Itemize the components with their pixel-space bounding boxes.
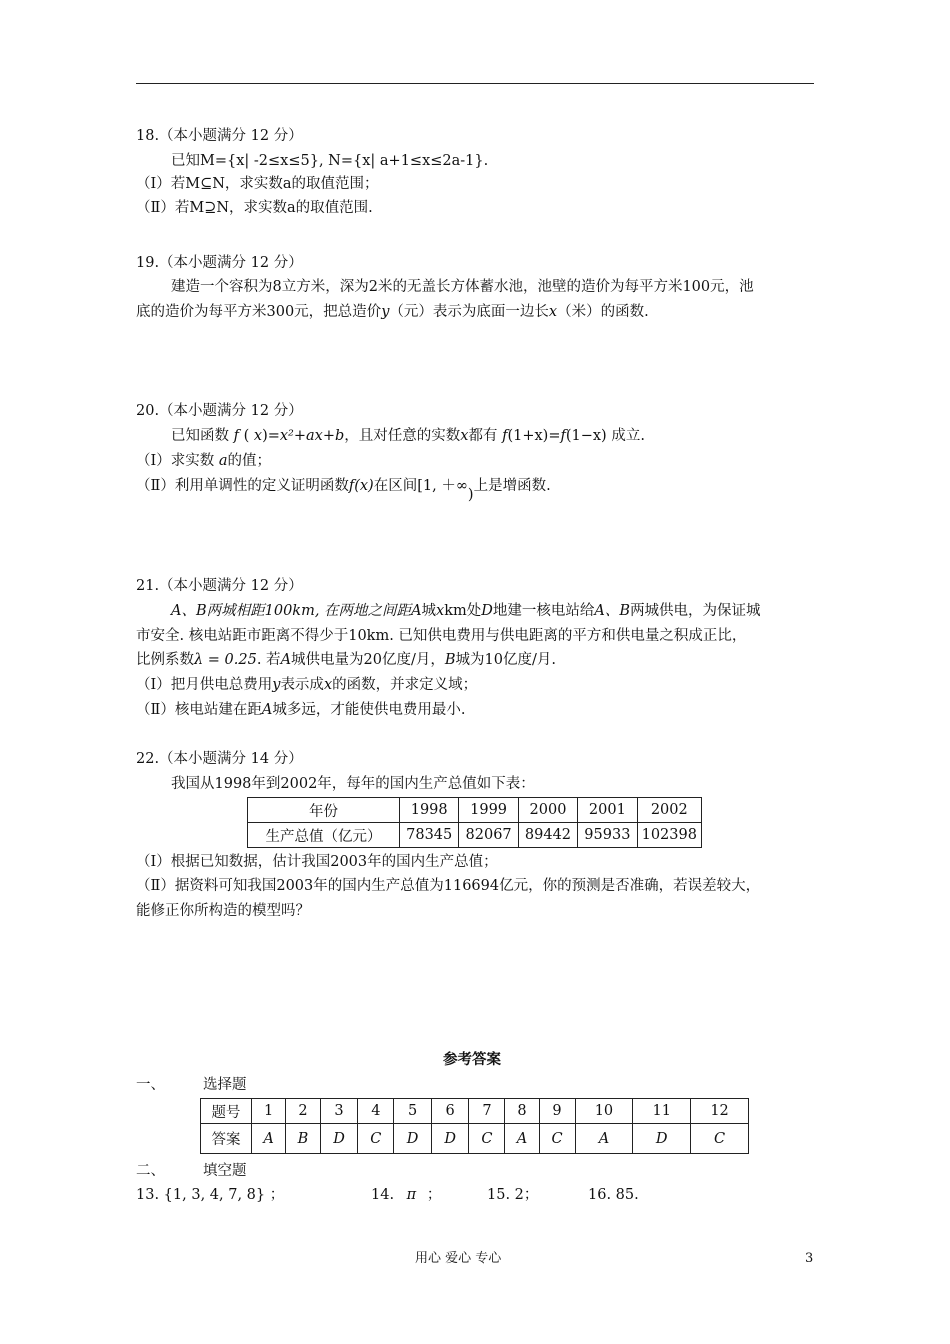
answers-sec1-label: 选择题 [203,1077,247,1093]
table-cell: 10 [575,1099,633,1124]
answers-sec1-number: 一、 [136,1077,165,1093]
q21-part1: （Ⅰ）把月供电总费用y表示成x的函数，并求定义域； [136,677,478,693]
answers-sec2-label: 填空题 [203,1163,247,1179]
q20-part2: （Ⅱ）利用单调性的定义证明函数f(x)在区间[1, ＋∞)上是增函数. [136,478,551,503]
table-row [201,1099,749,1124]
q21-line3: 比例系数λ = 0.25. 若A城供电量为20亿度/月，B城为10亿度/月. [136,652,556,668]
q20-line1: 已知函数 f ( x)=x²+ax+b，且对任意的实数x都有 f(1+x)=f(1−x) 成立. [171,428,645,444]
q22-part2-line1: （Ⅱ）据资料可知我国2003年的国内生产总值为116694亿元，你的预测是否准确，若误差较大， [136,878,761,894]
table-cell: 78345 [400,823,459,848]
table-cell: 2000 [518,798,577,823]
table-cell: 12 [691,1099,749,1124]
table-cell: 7 [469,1099,505,1124]
q22-part2-line2: 能修正你所构造的模型吗？ [136,903,310,919]
q21-part2: （Ⅱ）核电站建在距A城多远，才能使供电费用最小. [136,702,466,718]
q18-line1: 已知M={x| -2≤x≤5}, N={x| a+1≤x≤2a-1}. [171,153,489,169]
q18-heading: 18.（本小题满分 12 分） [136,128,303,144]
table-row-label: 题号 [201,1099,252,1124]
answers-title: 参考答案 [443,1051,501,1068]
q18-part2: （Ⅱ）若M⊇N，求实数a的取值范围. [136,200,373,216]
table-cell: A [575,1124,633,1154]
table-cell: 1999 [459,798,518,823]
table-row-label: 生产总值（亿元） [248,823,400,848]
q19-line1: 建造一个容积为8立方米，深为2米的无盖长方体蓄水池，池壁的造价为每平方米100元，池 [171,279,754,295]
footer-motto: 用心 爱心 专心 [415,1251,502,1266]
table-cell: 2 [286,1099,321,1124]
page-number: 3 [805,1251,814,1266]
q20-part1: （Ⅰ）求实数 a的值； [136,453,271,469]
table-cell: 9 [539,1099,575,1124]
table-cell: 4 [358,1099,394,1124]
table-cell: 5 [394,1099,432,1124]
table-cell: 6 [431,1099,469,1124]
gdp-table [247,797,702,848]
table-cell: 95933 [578,823,637,848]
table-cell: 102398 [637,823,701,848]
table-row [248,798,702,823]
q21-line1: A、B两城相距100km, 在两地之间距A城xkm处D地建一核电站给A、B两城供电，为保证城 [171,603,761,619]
q22-line1: 我国从1998年到2002年，每年的国内生产总值如下表： [171,776,535,792]
choice-answer-table [200,1098,749,1154]
table-cell: C [691,1124,749,1154]
table-cell: D [320,1124,358,1154]
fill-answer-14: 14. π ； [371,1187,442,1203]
q18-part1: （Ⅰ）若M⊆N，求实数a的取值范围； [136,176,379,192]
table-cell: 1998 [400,798,459,823]
table-cell: 89442 [518,823,577,848]
q20-heading: 20.（本小题满分 12 分） [136,403,303,419]
table-cell: C [469,1124,505,1154]
table-cell: D [394,1124,432,1154]
table-cell: A [505,1124,539,1154]
table-cell: 3 [320,1099,358,1124]
table-cell: C [358,1124,394,1154]
q21-line2: 市安全. 核电站距市距离不得少于10km. 已知供电费用与供电距离的平方和供电量之积成正比， [136,628,747,644]
q22-part1: （Ⅰ）根据已知数据，估计我国2003年的国内生产总值； [136,854,498,870]
table-cell: 11 [633,1099,691,1124]
q19-heading: 19.（本小题满分 12 分） [136,255,303,271]
fill-answer-16: 16. 85. [588,1187,639,1203]
answers-sec2-number: 二、 [136,1163,165,1179]
q19-line2: 底的造价为每平方米300元，把总造价y（元）表示为底面一边长x（米）的函数. [136,304,649,320]
table-cell: D [633,1124,691,1154]
table-cell: 8 [505,1099,539,1124]
table-row [248,823,702,848]
fill-answer-13: 13. {1, 3, 4, 7, 8} ； [136,1187,285,1203]
table-cell: 2002 [637,798,701,823]
fill-answer-15: 15. 2； [487,1187,539,1203]
table-row-label: 答案 [201,1124,252,1154]
table-row [201,1124,749,1154]
table-cell: D [431,1124,469,1154]
table-cell: C [539,1124,575,1154]
table-cell: B [286,1124,321,1154]
table-cell: 1 [252,1099,286,1124]
table-cell: A [252,1124,286,1154]
q21-heading: 21.（本小题满分 12 分） [136,578,303,594]
table-cell: 82067 [459,823,518,848]
q22-heading: 22.（本小题满分 14 分） [136,751,303,767]
header-rule [136,83,814,84]
table-header-label: 年份 [248,798,400,823]
table-cell: 2001 [578,798,637,823]
